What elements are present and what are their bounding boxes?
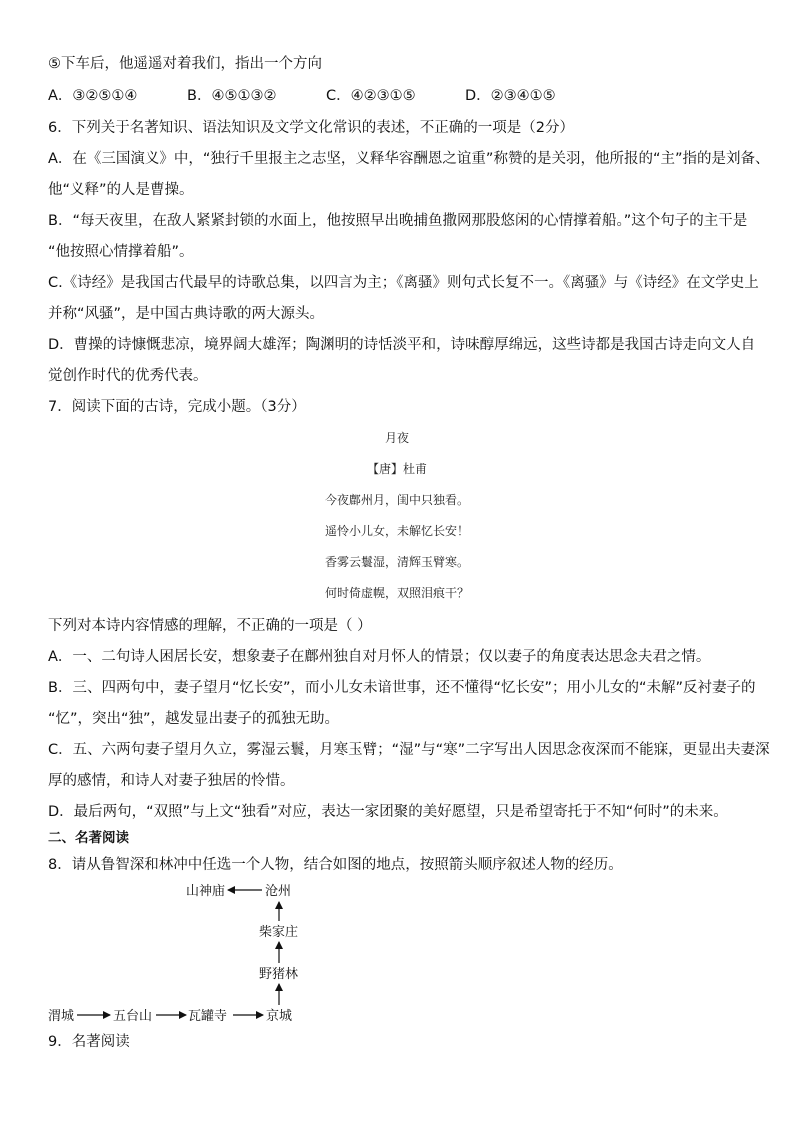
q6-stem: 6．下列关于名著知识、语法知识及文学文化常识的表述，不正确的一项是（2分） — [48, 120, 574, 136]
q7-option-b-line2: “忆”，突出“独”，越发显出妻子的孤独无助。 — [48, 711, 340, 727]
route-map — [40, 875, 310, 1030]
place-cangzhou: 沧州 — [265, 884, 292, 899]
q6-option-a-line1: A．在《三国演义》中，“独行千里报主之志坚，义释华容酬恩之谊重”称赞的是关羽，他所报的“主”指的是刘备、 — [48, 151, 770, 167]
q6-option-d-line2: 觉创作时代的优秀代表。 — [48, 368, 208, 384]
q6-option-c-line1: C.《诗经》是我国古代最早的诗歌总集，以四言为主；《离骚》则句式长复不一。《离骚》与《诗经》在文学史上 — [48, 275, 759, 291]
place-wutaishan: 五台山 — [113, 1009, 153, 1024]
q7-option-c-line1: C．五、六两句妻子望月久立，雾湿云鬟，月寒玉臂；“湿”与“寒”二字写出人因思念夜深而不能寐，更显出夫妻深 — [48, 742, 770, 758]
poem-line-2: 遥怜小儿女，未解忆长安！ — [324, 524, 469, 538]
q7-stem: 7．阅读下面的古诗，完成小题。（3分） — [48, 399, 306, 415]
q5-option-d: D．②③④①⑤ — [465, 88, 556, 104]
poem-title: 月夜 — [384, 431, 409, 445]
section-heading: 二、名著阅读 — [48, 830, 129, 846]
poem-line-4: 何时倚虚幌，双照泪痕干？ — [324, 586, 469, 600]
q7-option-b-line1: B．三、四两句中，妻子望月“忆长安”，而小儿女未谙世事，还不懂得“忆长安”；用小儿女的“未解”反衬妻子的 — [48, 680, 756, 696]
q9-stem: 9．名著阅读 — [48, 1034, 130, 1050]
q7-option-c-line2: 厚的感情，和诗人对妻子独居的怜惜。 — [48, 773, 295, 789]
poem-author: 【唐】杜甫 — [366, 462, 427, 476]
q6-option-b-line1: B．“每天夜里，在敌人紧紧封锁的水面上，他按照早出晚捕鱼撒网那股悠闲的心情撑着船。”这个句子的主干是 — [48, 213, 748, 229]
place-jingcheng: 京城 — [266, 1009, 293, 1024]
q7-option-d: D．最后两句，“双照”与上文“独看”对应，表达一家团聚的美好愿望，只是希望寄托于不知“何时”的未来。 — [48, 804, 728, 820]
place-yezhulin: 野猪林 — [259, 967, 299, 982]
place-weicheng: 渭城 — [48, 1009, 75, 1024]
place-shanshenmiao: 山神庙 — [186, 884, 226, 899]
q5-option-a: A．③②⑤①④ — [48, 88, 138, 104]
q5-options — [48, 86, 556, 106]
place-waguansi: 瓦罐寺 — [188, 1009, 228, 1024]
q5-option-b: B．④⑤①③② — [187, 88, 277, 104]
q7-option-a: A．一、二句诗人困居长安，想象妻子在鄜州独自对月怀人的情景；仅以妻子的角度表达思念夫君之情。 — [48, 649, 711, 665]
q5-item5: ⑤下车后，他遥遥对着我们，指出一个方向 — [48, 56, 322, 72]
q6-option-d-line1: D．曹操的诗慷慨悲凉，境界阔大雄浑；陶渊明的诗恬淡平和，诗味醇厚绵远，这些诗都是我国古诗走向文人自 — [48, 337, 756, 353]
q5-option-c: C．④②③①⑤ — [326, 88, 416, 104]
q6-option-b-line2: “他按照心情撑着船”。 — [48, 244, 194, 260]
place-chaijiazhuang: 柴家庄 — [259, 925, 299, 940]
q8-stem: 8．请从鲁智深和林冲中任选一个人物，结合如图的地点，按照箭头顺序叙述人物的经历。 — [48, 857, 623, 873]
q6-option-c-line2: 并称“风骚”，是中国古典诗歌的两大源头。 — [48, 306, 325, 322]
q6-option-a-line2: 他“义释”的人是曹操。 — [48, 182, 194, 198]
poem-line-1: 今夜鄜州月，闺中只独看。 — [324, 493, 469, 507]
poem-line-3: 香雾云鬟湿，清辉玉臂寒。 — [324, 555, 469, 569]
q7-question: 下列对本诗内容情感的理解，不正确的一项是（ ） — [48, 618, 372, 634]
